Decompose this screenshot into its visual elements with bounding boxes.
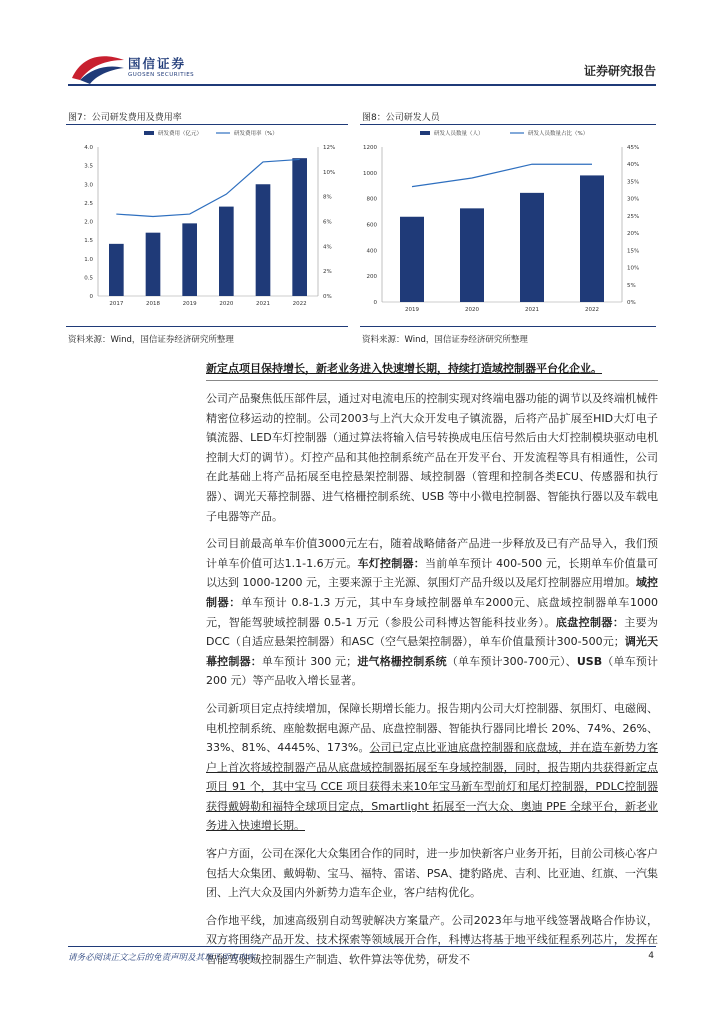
left-axis-tick-label: 0 — [89, 294, 93, 300]
bold-term: 底盘控制器： — [555, 615, 625, 629]
x-axis-tick-label: 2020 — [465, 307, 479, 313]
page-number: 4 — [648, 951, 654, 961]
legend-bar-swatch — [420, 131, 430, 135]
text-span: 主要为DCC（自适应悬架控制器）和ASC（空气悬架控制器），单车价值量预计300-500元； — [206, 615, 659, 649]
header-divider — [68, 84, 656, 86]
x-axis-tick-label: 2019 — [405, 307, 419, 313]
right-axis-tick-label: 8% — [323, 194, 332, 201]
text-span: 单车预计 0.8-1.3 万元，其中车身域控制器单车2000元、底盘域控制器单车1000元，智能驾驶域控制器 0.5-1 万元（参股公司科博达智能科技业务）。 — [206, 595, 659, 629]
left-axis-tick-label: 0.5 — [84, 275, 93, 282]
text-span: （单车预计300-700元）、 — [446, 654, 577, 668]
x-axis-tick-label: 2021 — [256, 301, 270, 307]
left-axis-tick-label: 1.5 — [84, 238, 93, 245]
bar-2021 — [520, 193, 544, 302]
bar-2020 — [460, 208, 484, 302]
legend-label: 研发费用率（%） — [234, 131, 278, 137]
bold-term: 域控制器： — [206, 576, 659, 609]
x-axis-tick-label: 2018 — [146, 301, 160, 307]
figure-7-title: 图7：公司研发费用及费用率 — [68, 113, 182, 123]
legend-label: 研发人员数量（人） — [434, 131, 484, 137]
figure-7-bottom-rule — [66, 326, 348, 327]
body-text — [206, 360, 658, 978]
left-axis-tick-label: 1000 — [363, 170, 377, 177]
text-span: （单车预计 200 元）等产品收入增长显著。 — [206, 654, 659, 688]
figure-8-title: 图8：公司研发人员 — [362, 113, 440, 123]
right-axis-tick-label: 20% — [627, 231, 640, 238]
figure-7-source: 资料来源：Wind，国信证券经济研究所整理 — [68, 335, 234, 345]
text-span: 单车预计 300 元； — [261, 654, 358, 668]
right-axis-tick-label: 15% — [627, 248, 640, 255]
right-axis-tick-label: 45% — [627, 145, 640, 151]
bold-term: 调光天幕控制器： — [206, 635, 658, 668]
left-axis-tick-label: 1.0 — [84, 256, 93, 263]
text-span: 公司新项目定点持续增加，保障长期增长能力。报告期内公司大灯控制器、氛围灯、电磁阀、电机控制系统、座舱数据电源产品、底盘控制器、智能执行器同比增长 20%、74%、26%、33%、81%、4445%、173%。 — [206, 701, 658, 755]
right-axis-tick-label: 4% — [323, 244, 332, 251]
left-axis-tick-label: 0 — [373, 300, 377, 306]
ratio-line — [116, 159, 299, 216]
paragraph-new-projects — [206, 699, 658, 836]
left-axis-tick-label: 2.5 — [84, 200, 93, 207]
left-axis-tick-label: 4.0 — [84, 145, 93, 151]
right-axis-tick-label: 0% — [627, 300, 636, 306]
bar-2018 — [146, 233, 161, 296]
right-axis-tick-label: 40% — [627, 162, 640, 169]
ratio-line — [412, 164, 592, 186]
company-name-cn: 国信证券 — [128, 56, 187, 71]
company-name-en: GUOSEN SECURITIES — [128, 72, 195, 78]
left-axis-tick-label: 3.5 — [84, 163, 93, 170]
right-axis-tick-label: 25% — [627, 213, 640, 220]
legend-bar-swatch — [144, 131, 154, 135]
left-axis-tick-label: 400 — [366, 248, 377, 255]
underlined-text: 公司已定点比亚迪底盘控制器和底盘域，并在造车新势力客户上首次将域控制器产品从底盘域控制器拓展至车身域控制器，同时，报告期内共获得新定点项目 91 个，其中宝马 CCE 项目获得未来10年宝马新车型前灯和尾灯控制器，PDLC控制器获得戴姆勒和福特全球项目定点，Smartlight 拓展至一汽大众、奥迪 PPE 全球平台，新老业务进入快速增长期。 — [206, 741, 659, 833]
left-axis-tick-label: 2.0 — [84, 219, 93, 226]
x-axis-tick-label: 2022 — [585, 307, 599, 313]
text-span: 公司目前最高单车价值3000元左右，随着战略储备产品进一步释放及已有产品导入，我们预计单车价值可达1.1-1.6万元。 — [206, 537, 658, 570]
legend-label: 研发人员数量占比（%） — [528, 131, 589, 137]
left-axis-tick-label: 200 — [366, 274, 377, 281]
report-type-label: 证券研究报告 — [583, 64, 656, 78]
bar-2019 — [400, 217, 424, 302]
paragraph-products: 公司产品聚焦低压部件层，通过对电流电压的控制实现对终端电器功能的调节以及终端机械件精密位移运动的控制。公司2003与上汽大众开发电子镇流器，后将产品扩展至HID大灯电子镇流器、LED车灯控制器（通过算法将输入信号转换成电压信号然后由大灯控制模块驱动电机控制大灯的调节）。灯控产品和其他控制系统产品在开发平台、开发流程等具有相通性，公司在此基础上将产品拓展至电控悬架控制器、域控制器（管理和控制各类ECU、传感器和执行器）、调光天幕控制器、进气格栅控制系统、USB 等中小微电控制器、智能执行器以及车载电子电器等产品。 — [206, 392, 658, 523]
figure-8-top-rule — [360, 124, 656, 125]
right-axis-tick-label: 2% — [323, 269, 332, 276]
right-axis-tick-label: 0% — [323, 294, 332, 300]
x-axis-tick-label: 2017 — [109, 301, 124, 307]
right-axis-tick-label: 5% — [627, 282, 636, 289]
right-axis-tick-label: 12% — [323, 145, 336, 151]
bar-2019 — [182, 223, 197, 296]
footer-divider — [68, 946, 656, 947]
rd-expense-chart — [66, 126, 348, 326]
figure-8-source: 资料来源：Wind，国信证券经济研究所整理 — [362, 335, 528, 345]
left-axis-tick-label: 600 — [366, 222, 377, 229]
x-axis-tick-label: 2019 — [182, 301, 197, 307]
bar-2021 — [256, 184, 271, 296]
paragraph-customers: 客户方面，公司在深化大众集团合作的同时，进一步加快新客户业务开拓，目前公司核心客户包括大众集团、戴姆勒、宝马、福特、雷诺、PSA、捷豹路虎、吉利、比亚迪、红旗、一汽集团、上汽大众及国内外新势力造车企业，客户结构优化。 — [206, 847, 658, 900]
figure-7-top-rule — [66, 124, 348, 125]
x-axis-tick-label: 2021 — [525, 307, 539, 313]
section-heading: 新定点项目保持增长，新老业务进入快速增长期，持续打造域控制器平台化企业。 — [206, 362, 602, 375]
x-axis-tick-label: 2020 — [219, 301, 234, 307]
bar-2022 — [580, 175, 604, 302]
paragraph-unit-value — [206, 534, 658, 691]
paragraph-horizon: 合作地平线，加速高级别自动驾驶解决方案量产。公司2023年与地平线签署战略合作协议，双方将围绕产品开发、技术探索等领域展开合作，科博达将基于地平线征程系列芯片，发挥在智能驾驶域控制器生产制造、软件算法等优势，研发不 — [206, 913, 658, 967]
bar-2017 — [109, 244, 124, 296]
left-axis-tick-label: 3.0 — [84, 182, 93, 189]
heading-divider — [206, 380, 658, 381]
right-axis-tick-label: 35% — [627, 179, 640, 186]
bold-term: USB — [576, 654, 603, 668]
legend-label: 研发费用（亿元） — [158, 131, 203, 137]
left-axis-tick-label: 1200 — [363, 145, 377, 151]
page-header — [0, 0, 724, 90]
bold-term: 车灯控制器： — [357, 556, 426, 570]
figure-8-bottom-rule — [360, 326, 656, 327]
bar-2022 — [292, 158, 307, 296]
right-axis-tick-label: 30% — [627, 196, 640, 203]
bar-2020 — [219, 207, 234, 296]
bold-term: 进气格栅控制系统 — [357, 654, 447, 668]
x-axis-tick-label: 2022 — [292, 301, 307, 307]
rd-staff-chart — [360, 126, 656, 326]
footer-disclaimer: 请务必阅读正文之后的免责声明及其项下所有内容 — [68, 953, 256, 963]
text-span: 当前单车预计 400-500 元，长期单车价值量可以达到 1000-1200 元，主要来源于主光源、氛围灯产品升级以及尾灯控制器应用增加。 — [206, 556, 659, 590]
right-axis-tick-label: 10% — [323, 169, 336, 176]
right-axis-tick-label: 10% — [627, 265, 640, 272]
right-axis-tick-label: 6% — [323, 219, 332, 226]
left-axis-tick-label: 800 — [366, 196, 377, 203]
